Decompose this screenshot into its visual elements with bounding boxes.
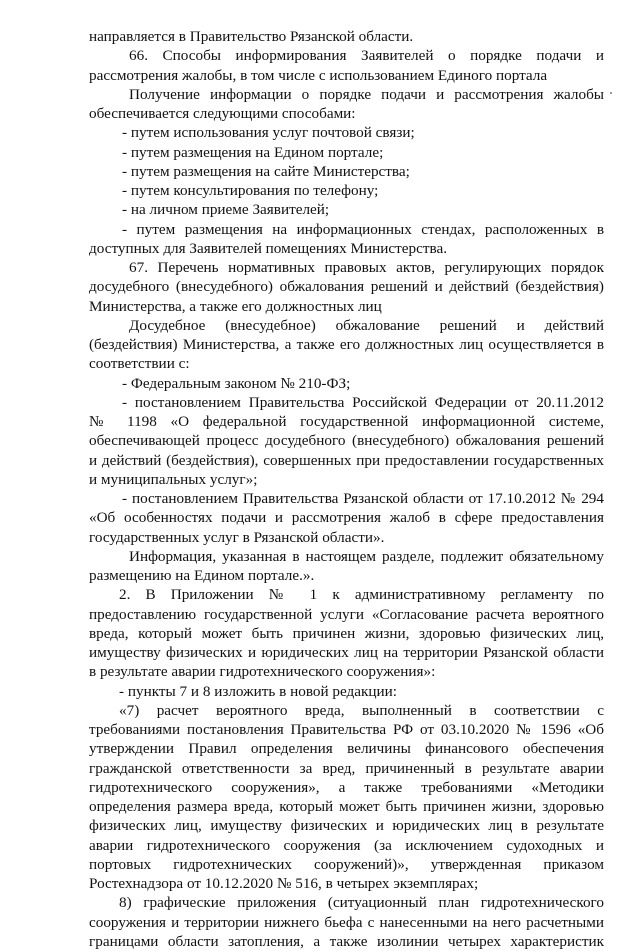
text-line: - путем размещения на Едином портале;	[122, 143, 384, 161]
text-line: «7) расчет вероятного вреда, выполненный в соответствии с	[119, 701, 604, 719]
text-line: - пункты 7 и 8 изложить в новой редакции:	[119, 682, 397, 700]
text-line: 8) графические приложения (ситуационный план гидротехнического	[119, 894, 604, 912]
text-line: - путем размещения на сайте Министерства;	[122, 162, 410, 180]
text-line: направляется в Правительство Рязанской области.	[89, 28, 414, 45]
text-line: Ростехнадзора от 10.12.2020 № 516, в четырех экземплярах;	[89, 875, 479, 892]
text-line: 66. Способы информирования Заявителей о порядке подачи и	[129, 47, 604, 65]
text-line: предоставлению государственной услуги «Согласование расчета вероятного	[89, 605, 604, 623]
text-line: портовых гидротехнических сооружений)», утвержденная приказом	[89, 855, 604, 873]
text-line: обеспечивается следующими способами:	[89, 105, 356, 122]
text-line: государственных услуг в Рязанской области».	[89, 528, 385, 546]
text-line: - путем использования услуг почтовой связи;	[122, 124, 415, 142]
text-line: 2. В Приложении № 1 к административному регламенту по	[119, 586, 604, 604]
text-line: соответствии с:	[89, 355, 190, 373]
text-line: обеспечивающей процесс досудебного (внесудебного) обжалования решений	[89, 432, 604, 450]
text-line: - путем размещения на информационных стендах, расположенных в	[122, 220, 604, 238]
text-line: доступных для Заявителей помещениях Министерства.	[89, 239, 448, 257]
text-line: «Об особенностях подачи и рассмотрения жалоб в сфере предоставления	[89, 509, 604, 527]
text-line: Министерства, а также его должностных лиц	[89, 297, 382, 315]
text-line: гидротехнического сооружения», а также требованиями «Методики	[89, 778, 604, 796]
scan-speck	[610, 92, 612, 94]
text-line: и муниципальных услуг»;	[89, 470, 258, 488]
text-line: вреда, который может быть причинен жизни, здоровью физических лиц,	[89, 624, 604, 642]
text-line: размещению на Едином портале.».	[89, 567, 315, 584]
text-line: - постановлением Правительства Рязанской области от 17.10.2012 № 294	[122, 490, 604, 507]
text-line: имуществу физических и юридических лиц на территории Рязанской области	[89, 644, 604, 661]
text-line: Досудебное (внесудебное) обжалование решений и действий	[129, 316, 604, 334]
text-line: - постановлением Правительства Российской Федерации от 20.11.2012	[122, 393, 604, 411]
text-line: досудебного (внесудебного) обжалования решений и действий (бездействия)	[89, 278, 604, 296]
text-line: утверждении Правил определения величины финансового обеспечения	[89, 740, 604, 758]
text-line: требованиями постановления Правительства РФ от 03.10.2020 № 1596 «Об	[89, 721, 604, 738]
text-line: Получение информации о порядке подачи и рассмотрения жалобы	[129, 85, 604, 103]
text-line: сооружения и территории нижнего бьефа с нанесенными на него расчетными	[89, 913, 604, 931]
text-line: - Федеральным законом № 210-ФЗ;	[122, 374, 351, 392]
text-line: рассмотрения жалобы, в том числе с использованием Единого портала	[89, 66, 548, 84]
text-line: (бездействия) Министерства, а также его должностных лиц осуществляется в	[89, 336, 604, 353]
text-line: Информация, указанная в настоящем разделе, подлежит обязательному	[129, 547, 604, 565]
text-line: - путем консультирования по телефону;	[122, 182, 379, 199]
document-body	[89, 27, 604, 951]
text-line: аварии гидротехнического сооружения (за исключением судоходных и	[89, 836, 604, 854]
text-line: определения размера вреда, который может быть причинен жизни, здоровью	[89, 798, 604, 815]
text-line: 67. Перечень нормативных правовых актов, регулирующих порядок	[129, 259, 604, 276]
text-line: гражданской ответственности за вред, причиненный в результате аварии	[89, 759, 604, 777]
text-line: в результате аварии гидротехнического сооружения»:	[89, 663, 436, 681]
text-line: - на личном приеме Заявителей;	[122, 201, 330, 219]
text-line: и действий (бездействия), совершенных при предоставлении государственных	[89, 451, 604, 469]
text-line: границами области затопления, а также изолинии четырех характеристик	[89, 932, 604, 950]
text-line: физических лиц, имуществу физических и юридических лиц в результате	[89, 817, 604, 835]
text-line: № 1198 «О федеральной государственной информационной системе,	[89, 413, 604, 430]
